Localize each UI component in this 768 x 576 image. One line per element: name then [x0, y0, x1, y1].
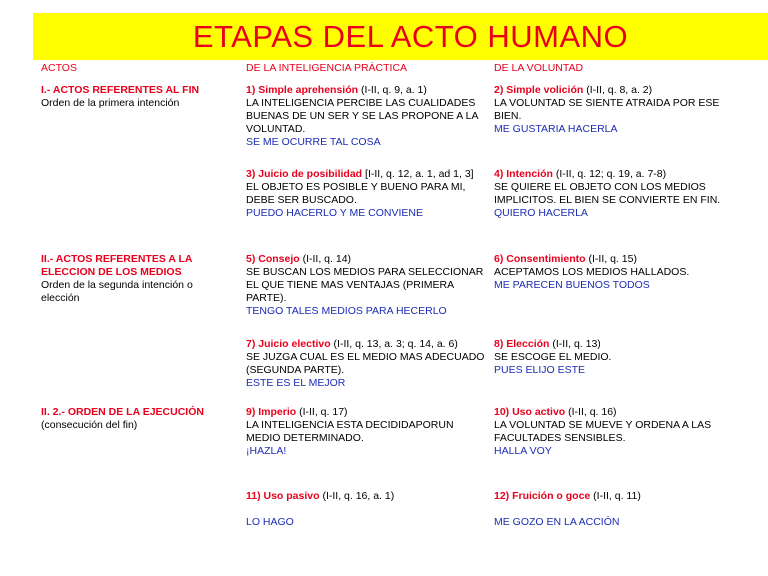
step-phrase: ¡HAZLA! — [246, 445, 287, 457]
step-title: 6) Consentimiento — [494, 253, 586, 265]
step-body: SE JUZGA CUAL ES EL MEDIO MAS ADECUADO (SEGUNDA PARTE). — [246, 351, 485, 376]
step-body: SE ESCOGE EL MEDIO. — [494, 351, 612, 363]
act-heading: I.- ACTOS REFERENTES AL FIN — [41, 84, 200, 96]
step-ref: (I-II, q. 17) — [296, 406, 348, 418]
act-medios — [41, 253, 226, 305]
step-ref: (I-II, q. 11) — [590, 490, 641, 502]
step-6 — [494, 253, 734, 292]
step-title: 5) Consejo — [246, 253, 300, 265]
step-11 — [246, 490, 486, 529]
step-body — [246, 503, 486, 516]
step-phrase: HALLA VOY — [494, 445, 552, 457]
act-description: (consecución del fin) — [41, 419, 138, 431]
step-title: 8) Elección — [494, 338, 550, 350]
step-body: LA VOLUNTAD SE MUEVE Y ORDENA A LAS FACULTADES SENSIBLES. — [494, 419, 712, 444]
step-phrase: QUIERO HACERLA — [494, 207, 588, 219]
page-title: ETAPAS DEL ACTO HUMANO — [192, 19, 629, 54]
step-body: LA INTELIGENCIA ESTA DECIDIDAPORUN MEDIO DETERMINADO. — [246, 419, 454, 444]
act-heading: II. 2.- ORDEN DE LA EJECUCIÓN — [41, 406, 204, 418]
step-body: SE BUSCAN LOS MEDIOS PARA SELECCIONAR EL QUE TIENE MAS VENTAJAS (PRIMERA PARTE). — [246, 266, 484, 304]
step-2 — [494, 84, 724, 136]
step-ref: (I-II, q. 12; q. 19, a. 7-8) — [552, 168, 667, 180]
step-body: ACEPTAMOS LOS MEDIOS HALLADOS. — [494, 266, 690, 278]
title-banner — [33, 13, 768, 60]
step-ref: (I-II, q. 13, a. 3; q. 14, a. 6) — [330, 338, 458, 350]
act-description: Orden de la segunda intención o elección — [41, 279, 193, 304]
column-header-inteligencia: DE LA INTELIGENCIA PRÁCTICA — [246, 62, 408, 74]
step-ref: (I-II, q. 9, a. 1) — [358, 84, 427, 96]
step-10 — [494, 406, 734, 458]
step-4 — [494, 168, 729, 220]
step-title: 7) Juicio electivo — [246, 338, 331, 350]
step-title: 2) Simple volición — [494, 84, 584, 96]
act-description: Orden de la primera intención — [41, 97, 180, 109]
step-title: 12) Fruición o goce — [494, 490, 591, 502]
step-ref: (I-II, q. 13) — [549, 338, 601, 350]
step-body: EL OBJETO ES POSIBLE Y BUENO PARA MI, DEBE SER BUSCADO. — [246, 181, 466, 206]
step-title: 11) Uso pasivo — [246, 490, 320, 502]
step-ref: (I-II, q. 16) — [565, 406, 617, 418]
step-phrase: SE ME OCURRE TAL COSA — [246, 136, 381, 148]
step-body — [494, 503, 734, 516]
act-ejecucion — [41, 406, 231, 432]
step-3 — [246, 168, 481, 220]
step-phrase: PUES ELIJO ESTE — [494, 364, 586, 376]
step-title: 4) Intención — [494, 168, 553, 180]
step-title: 1) Simple aprehensión — [246, 84, 359, 96]
step-1 — [246, 84, 486, 149]
step-ref: (I-II, q. 16, a. 1) — [319, 490, 395, 502]
step-title: 9) Imperio — [246, 406, 297, 418]
act-fin — [41, 84, 231, 110]
column-header-actos: ACTOS — [41, 62, 77, 74]
step-ref: (I-II, q. 15) — [585, 253, 637, 265]
step-title: 10) Uso activo — [494, 406, 566, 418]
step-8 — [494, 338, 734, 377]
step-phrase: ME GUSTARIA HACERLA — [494, 123, 618, 135]
step-phrase: PUEDO HACERLO Y ME CONVIENE — [246, 207, 423, 219]
step-ref: (I-II, q. 8, a. 2) — [583, 84, 653, 96]
step-9 — [246, 406, 486, 458]
step-ref: [I-II, q. 12, a. 1, ad 1, 3] — [362, 168, 474, 180]
step-body: LA INTELIGENCIA PERCIBE LAS CUALIDADES BUENAS DE UN SER Y SE LAS PROPONE A LA VOLUNTAD. — [246, 97, 478, 135]
step-body: LA VOLUNTAD SE SIENTE ATRAIDA POR ESE BIEN. — [494, 97, 720, 122]
step-phrase: ESTE ES EL MEJOR — [246, 377, 346, 389]
step-12 — [494, 490, 734, 529]
step-7 — [246, 338, 486, 390]
step-phrase: LO HAGO — [246, 516, 294, 528]
column-header-voluntad: DE LA VOLUNTAD — [494, 62, 584, 74]
act-heading: II.- ACTOS REFERENTES A LA ELECCION DE LOS MEDIOS — [41, 253, 193, 278]
step-title: 3) Juicio de posibilidad — [246, 168, 363, 180]
step-ref: (I-II, q. 14) — [299, 253, 352, 265]
step-phrase: ME GOZO EN LA ACCIÓN — [494, 516, 620, 528]
step-phrase: ME PARECEN BUENOS TODOS — [494, 279, 650, 291]
step-phrase: TENGO TALES MEDIOS PARA HECERLO — [246, 305, 447, 317]
step-5 — [246, 253, 486, 318]
step-body: SE QUIERE EL OBJETO CON LOS MEDIOS IMPLICITOS. EL BIEN SE CONVIERTE EN FIN. — [494, 181, 721, 206]
